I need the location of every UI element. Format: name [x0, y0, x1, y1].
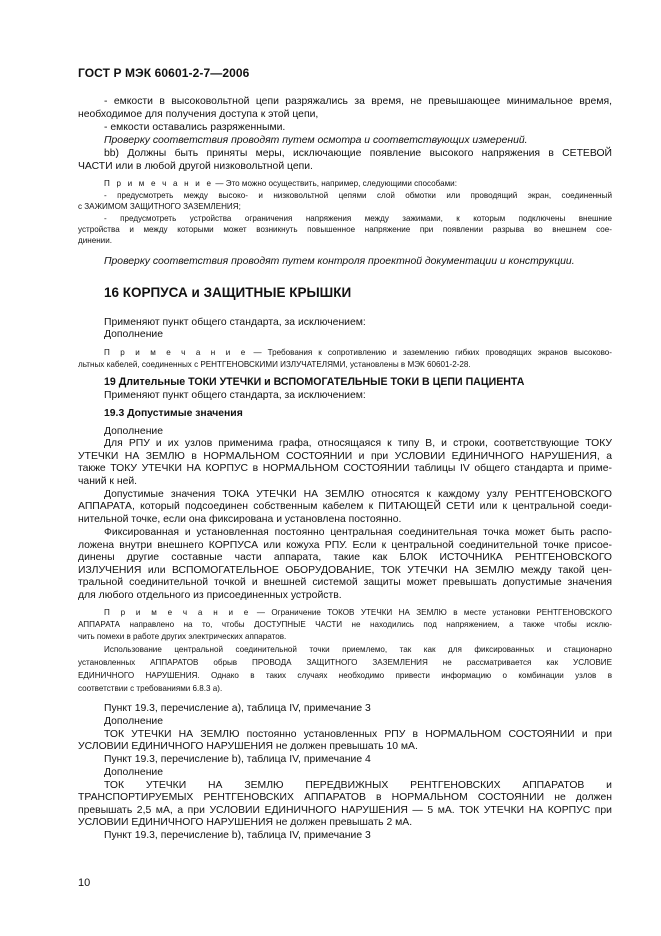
note-line: - предусмотреть между высоко- и низковольтной цепями слой обмотки или проводящий экран, соединенный [104, 191, 612, 200]
paragraph-line: ложена внутри внешнего КОРПУСА или кожуха РПУ. Если к центральной соединительной точке присое- [78, 540, 612, 551]
note-line: - предусмотреть устройства ограничения напряжения между зажимами, к которым подключены внешние [104, 214, 612, 223]
compliance-check: Проверку соответствия проводят путем контроля проектной документации и конструкции. [104, 256, 575, 267]
paragraph-line: ИЗЛУЧЕНИЯ или ВСПОМОГАТЕЛЬНОЕ ОБОРУДОВАНИЕ, ТОК УТЕЧКИ НА ЗЕМЛЮ между такой цен- [78, 565, 612, 576]
paragraph-line: Дополнение [104, 767, 164, 778]
compliance-check: Проверку соответствия проводят путем осмотра и соответствующих измерений. [104, 135, 528, 146]
paragraph-line: Пункт 19.3, перечисление а), таблица IV, примечание 3 [104, 703, 371, 714]
paragraph-line: ТРАНСПОРТИРУЕМЫХ РЕНТГЕНОВСКИХ АППАРАТОВ в НОРМАЛЬНОМ СОСТОЯНИИ не должен [78, 792, 612, 803]
paragraph-line: динены другие составные части аппарата, такие как БЛОК ИСТОЧНИКА РЕНТГЕНОВСКОГО [78, 552, 612, 563]
note-text: — Требования к сопротивлению и заземлению гибких проводящих экранов высоково- [247, 348, 612, 357]
paragraph-line: Дополнение [104, 426, 164, 437]
paragraph-line: Для РПУ и их узлов применима графа, относящаяся к типу В, и строки, соответствующие ТОКУ [104, 438, 612, 449]
paragraph-line: УСЛОВИИ ЕДИНИЧНОГО НАРУШЕНИЯ не должен превышать 10 мА. [78, 741, 418, 752]
section-heading-19: 19 Длительные ТОКИ УТЕЧКИ и ВСПОМОГАТЕЛЬНЫЕ ТОКИ В ЦЕПИ ПАЦИЕНТА [104, 376, 525, 388]
paragraph-line: Пункт 19.3, перечисление b), таблица IV, примечание 4 [104, 754, 371, 765]
paragraph-line: Применяют пункт общего стандарта, за исключением: [104, 390, 366, 401]
note-line [78, 348, 612, 358]
paragraph-line: УТЕЧКИ НА ЗЕМЛЮ в НОРМАЛЬНОМ СОСТОЯНИИ и при УСЛОВИИ ЕДИНИЧНОГО НАРУШЕНИЯ, а [78, 451, 612, 462]
paragraph-line: чаний к ней. [78, 476, 138, 487]
section-heading-16: 16 КОРПУСА и ЗАЩИТНЫЕ КРЫШКИ [104, 285, 352, 300]
paragraph-line: Пункт 19.3, перечисление b), таблица IV, примечание 3 [104, 830, 371, 841]
note-line: соответствии с требованиями 6.8.3 а). [78, 684, 223, 693]
paragraph-line: - емкости в высоковольтной цепи разряжались за время, не превышающее минимальное время, [104, 96, 612, 107]
paragraph-line: тральной соединительной точкой и внешней системой защиты может превышать допустимые значения [78, 577, 612, 588]
paragraph-line: Фиксированная и установленная постоянно центральная соединительная точка может быть распо- [104, 527, 612, 538]
note-line [78, 608, 612, 618]
paragraph-line: Допустимые значения ТОКА УТЕЧКИ НА ЗЕМЛЮ относятся к каждому узлу РЕНТГЕНОВСКОГО [104, 489, 612, 500]
note-label: П р и м е ч а н и е [104, 608, 251, 617]
note-line: установленных АППАРАТОВ обрыв ПРОВОДА ЗАЩИТНОГО ЗАЗЕМЛЕНИЯ не рассматривается как УСЛОВИЕ [78, 658, 612, 667]
note-label: П р и м е ч а н и е [104, 179, 214, 188]
paragraph-line: bb) Должны быть приняты меры, исключающие появление высокого напряжения в СЕТЕВОЙ [104, 148, 612, 159]
note-label: П р и м е ч а н и е [104, 348, 248, 357]
page-number: 10 [78, 877, 91, 889]
note-line [78, 179, 612, 189]
note-line: АППАРАТА направлено на то, чтобы ДОСТУПНЫЕ ЧАСТИ не находились под напряжением, а также чтобы исклю- [78, 620, 612, 629]
paragraph-line: нительной точке, если она фиксирована и установлена постоянно. [78, 514, 402, 525]
paragraph-line: для любого отдельного из присоединенных устройств. [78, 590, 342, 601]
paragraph-line: - емкости оставались разряженными. [104, 122, 286, 133]
paragraph-line: АППАРАТА, который подсоединен собственным кабелем к ПИТАЮЩЕЙ СЕТИ или к центральной соеди- [78, 501, 612, 512]
note-text: — Ограничение ТОКОВ УТЕЧКИ НА ЗЕМЛЮ в месте установки РЕНТГЕНОВСКОГО [250, 608, 612, 617]
note-text: — Это можно осуществить, например, следующими способами: [213, 179, 457, 188]
paragraph-line: необходимое для получения доступа к этой цепи, [78, 109, 319, 120]
paragraph-line: ТОК УТЕЧКИ НА ЗЕМЛЮ постоянно установленных РПУ в НОРМАЛЬНОМ СОСТОЯНИИ и при [104, 729, 612, 740]
paragraph-line: ЧАСТИ или в любой другой низковольтной цепи. [78, 161, 313, 172]
document-header: ГОСТ Р МЭК 60601-2-7—2006 [78, 66, 250, 80]
note-line: ЕДИНИЧНОГО НАРУШЕНИЯ. Однако в таких случаях необходимо привести информацию о комбинации узлов в [78, 671, 612, 680]
paragraph-line: также ТОКУ УТЕЧКИ НА КОРПУС в НОРМАЛЬНОМ СОСТОЯНИИ таблицы IV общего стандарта и приме- [78, 463, 612, 474]
paragraph-line: превышать 2,5 мА, а при УСЛОВИИ ЕДИНИЧНОГО НАРУШЕНИЯ — 5 мА. ТОК УТЕЧКИ НА КОРПУС при [78, 805, 612, 816]
note-line: Использование центральной соединительной точки приемлемо, так как для фиксированных и стационарно [104, 645, 612, 654]
paragraph-line: ТОК УТЕЧКИ НА ЗЕМЛЮ ПЕРЕДВИЖНЫХ РЕНТГЕНОВСКИХ АППАРАТОВ и [104, 780, 612, 791]
note-line: чить помехи в работе других электрических аппаратов. [78, 632, 287, 641]
note-line: устройства и между которыми может возникнуть повышенное напряжение при появлении разрыва во внешнем сое- [78, 225, 612, 234]
paragraph-line: Применяют пункт общего стандарта, за исключением: [104, 317, 366, 328]
note-line: динении. [78, 236, 112, 245]
paragraph-line: Дополнение [104, 716, 164, 727]
paragraph-line: Дополнение [104, 329, 164, 340]
paragraph-line: УСЛОВИИ ЕДИНИЧНОГО НАРУШЕНИЯ не должен превышать 2 мА. [78, 817, 413, 828]
section-heading-19-3: 19.3 Допустимые значения [104, 408, 243, 419]
note-line: льтных кабелей, соединенных с РЕНТГЕНОВСКИМИ ИЗЛУЧАТЕЛЯМИ, установлены в МЭК 60601-2-28. [78, 360, 471, 369]
note-line: с ЗАЖИМОМ ЗАЩИТНОГО ЗАЗЕМЛЕНИЯ; [78, 202, 241, 211]
